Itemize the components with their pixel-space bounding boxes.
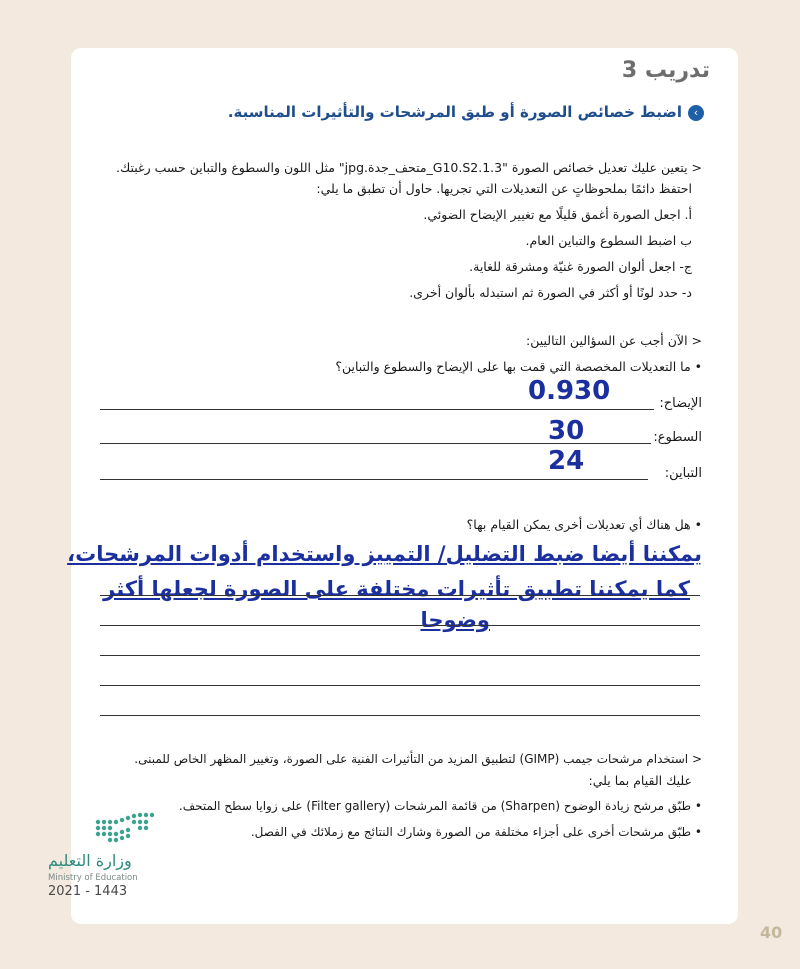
answer-brightness: 30 [548, 416, 585, 446]
handwritten-answer-line: يمكننا أيضا ضبط التضليل/ التمييز واستخدام أدوات المرشحات، [67, 542, 702, 566]
answer-illumination: 0.930 [528, 376, 611, 406]
intro-item: ج- اجعل ألوان الصورة غنيّة ومشرقة للغاية. [469, 259, 692, 274]
page-number: 40 [760, 923, 783, 942]
handwritten-answer-line: كما يمكننا تطبيق تأثيرات مختلفة على الصورة لجعلها أكثر [103, 577, 690, 601]
gimp-line-1: < استخدام مرشحات جيمب (GIMP) لتطبيق المزيد من التأثيرات الفنية على الصورة، وتغيير المظهر الخاص للمبنى. [134, 752, 702, 766]
questions-intro: < الآن أجب عن السؤالين التاليين: [526, 333, 702, 348]
field-label-illumination: الإيضاح: [659, 396, 702, 411]
intro-line-2: احتفظ دائمًا بملحوظاتٍ عن التعديلات التي تجريها. حاول أن تطبق ما يلي: [316, 181, 692, 196]
question-2: • هل هناك أي تعديلات أخرى يمكن القيام بها؟ [466, 517, 702, 532]
answer-line [100, 655, 700, 656]
answer-line [100, 715, 700, 716]
intro-item: د- حدد لونًا أو أكثر في الصورة ثم استبدله بألوان أخرى. [409, 285, 692, 300]
ministry-year: 2021 - 1443 [48, 884, 128, 899]
gimp-line-2: عليك القيام بما يلي: [588, 773, 692, 788]
exercise-subtitle: اضبط خصائص الصورة أو طبق المرشحات والتأثيرات المناسبة. [227, 103, 682, 121]
gimp-bullet: • طبّق مرشحات أخرى على أجزاء مختلفة من الصورة وشارك النتائج مع زملائك في الفصل. [250, 825, 702, 839]
answer-line [100, 595, 700, 596]
question-1: • ما التعديلات المخصصة التي قمت بها على الإيضاح والسطوع والتباين؟ [335, 359, 702, 374]
answer-line [100, 409, 654, 410]
intro-item: أ. اجعل الصورة أغمق قليلًا مع تغيير الإيضاح الضوئي. [423, 207, 692, 222]
handwritten-answer-line: وضوحا [420, 608, 490, 632]
page-card [71, 48, 738, 924]
answer-line [100, 479, 648, 480]
answer-contrast: 24 [548, 446, 585, 476]
chevron-left-icon: ‹ [688, 105, 704, 121]
field-label-contrast: التباين: [664, 466, 702, 481]
answer-line [100, 685, 700, 686]
gimp-bullet: • طبّق مرشح زيادة الوضوح (Sharpen) من قائمة المرشحات (Filter gallery) على زوايا سطح المتحف. [178, 799, 702, 813]
field-label-brightness: السطوع: [653, 430, 702, 445]
exercise-title: تدريب 3 [621, 58, 710, 83]
ministry-name-ar: وزارة التعليم [48, 851, 132, 870]
intro-line-1: < يتعين عليك تعديل خصائص الصورة "G10.S2.1.3_متحف_جدة.jpg" مثل اللون والسطوع والتباين حسب رغبتك. [115, 160, 702, 175]
intro-item: ب اضبط السطوع والتباين العام. [525, 233, 692, 248]
answer-line [100, 625, 700, 626]
ministry-name-en: Ministry of Education [48, 873, 138, 883]
